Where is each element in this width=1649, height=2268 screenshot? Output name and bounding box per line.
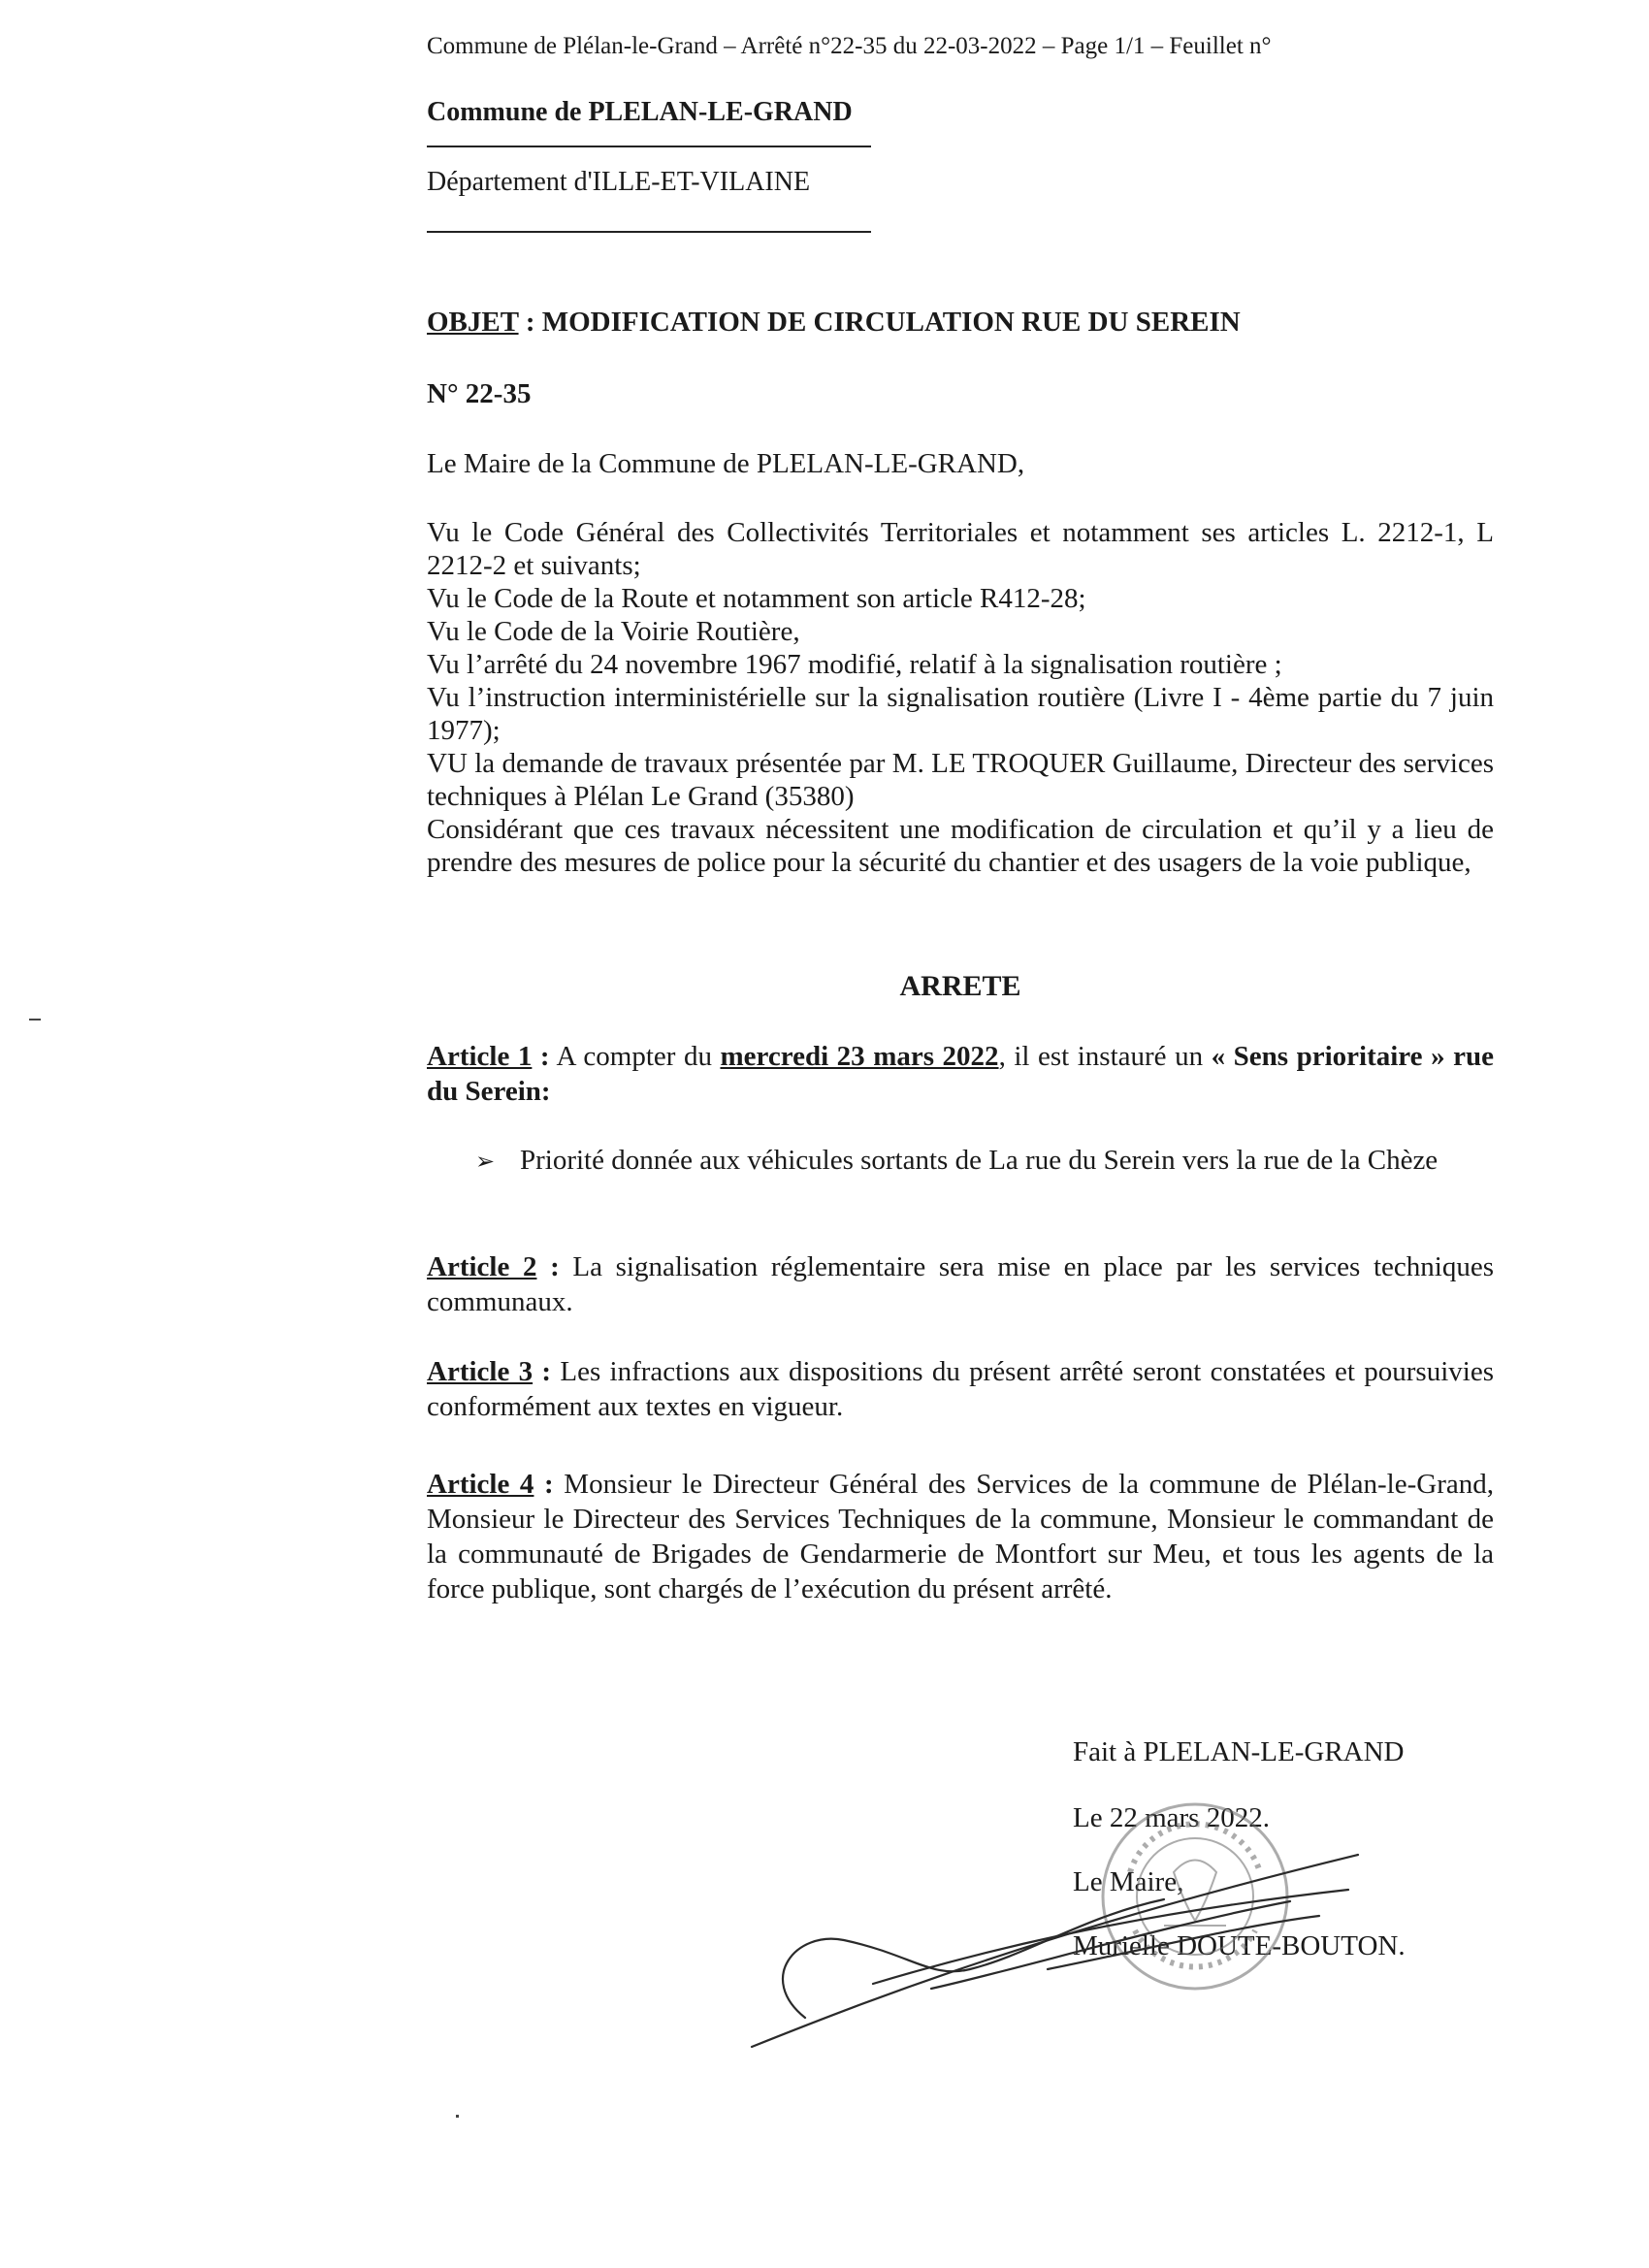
article-colon: : [534, 1469, 554, 1500]
visa-item: Considérant que ces travaux nécessitent une modification de circulation et qu’il y a lieu de prendre des mesures de police pour la sécurité du chantier et des usagers de la voie publique, [427, 814, 1494, 878]
visa-item: Vu l’arrêté du 24 novembre 1967 modifié, relatif à la signalisation routière ; [427, 649, 1282, 680]
visa-item: Vu le Code Général des Collectivités Territoriales et notamment ses articles L. 2212-1, L 2212-2 et suivants; [427, 517, 1494, 581]
article-1 [427, 1039, 1494, 1109]
visas-block [427, 516, 1494, 879]
article-colon: : [532, 1041, 550, 1072]
signatory-name: Murielle DOUTE-BOUTON. [1073, 1930, 1406, 1961]
objet-line [427, 307, 1241, 339]
departement-name: Département d'ILLE-ET-VILAINE [427, 167, 811, 197]
scan-mark [29, 1019, 41, 1021]
arrow-bullet-icon: ➢ [475, 1150, 496, 1175]
article-4 [427, 1467, 1494, 1606]
scan-mark [456, 2115, 459, 2118]
bullet-text: Priorité donnée aux véhicules sortants de La rue du Serein vers la rue de la Chèze [520, 1145, 1439, 1176]
objet-text: MODIFICATION DE CIRCULATION RUE DU SEREIN [541, 307, 1241, 338]
article-2 [427, 1249, 1494, 1319]
signature-date: Le 22 mars 2022. [1073, 1802, 1270, 1833]
signature-title: Le Maire, [1073, 1866, 1184, 1897]
article-text: , il est instauré un [998, 1041, 1212, 1072]
visa-item: Vu l’instruction interministérielle sur la signalisation routière (Livre I - 4ème partie du 7 juin 1977); [427, 682, 1494, 746]
article-label: Article 2 [427, 1251, 537, 1282]
objet-separator: : [518, 307, 542, 338]
article-label: Article 3 [427, 1356, 534, 1387]
article-label: Article 1 [427, 1041, 533, 1072]
article-text: Les infractions aux dispositions du présent arrêté seront constatées et poursuivies conformément aux textes en vigueur. [427, 1356, 1494, 1422]
arrete-number: N° 22-35 [427, 378, 532, 409]
article-3 [427, 1354, 1494, 1424]
divider-line [427, 231, 871, 233]
divider-line [427, 146, 871, 147]
objet-label: OBJET [427, 307, 519, 338]
bullet-item [475, 1145, 1438, 1177]
article-date: mercredi 23 mars 2022 [720, 1041, 999, 1072]
running-header: Commune de Plélan-le-Grand – Arrêté n°22-35 du 22-03-2022 – Page 1/1 – Feuillet n° [427, 33, 1272, 59]
article-text: La signalisation réglementaire sera mise en place par les services techniques communaux. [427, 1251, 1494, 1317]
visa-item: VU la demande de travaux présentée par M. LE TROQUER Guillaume, Directeur des services techniques à Plélan Le Grand (35380) [427, 748, 1494, 812]
article-text: A compter du [549, 1041, 721, 1072]
arrete-heading: ARRETE [899, 970, 1021, 1002]
visa-item: Vu le Code de la Route et notamment son article R412-28; [427, 583, 1086, 614]
signature-place: Fait à PLELAN-LE-GRAND [1073, 1736, 1405, 1767]
article-label: Article 4 [427, 1469, 534, 1500]
visa-item: Vu le Code de la Voirie Routière, [427, 616, 800, 647]
article-sens: « Sens prioritaire » rue du Serein: [427, 1041, 1494, 1107]
commune-name: Commune de PLELAN-LE-GRAND [427, 97, 853, 127]
article-colon: : [533, 1356, 552, 1387]
article-colon: : [536, 1251, 560, 1282]
intro-line: Le Maire de la Commune de PLELAN-LE-GRAND, [427, 448, 1025, 479]
article-text: Monsieur le Directeur Général des Services de la commune de Plélan-le-Grand, Monsieur le Directeur des Services Techniques de la commune, Monsieur le commandant de la communauté de Brigades de Gendarmerie de Montfort sur Meu, et tous les agents de la force publique, sont chargés de l’exécution du présent arrêté. [427, 1469, 1494, 1604]
